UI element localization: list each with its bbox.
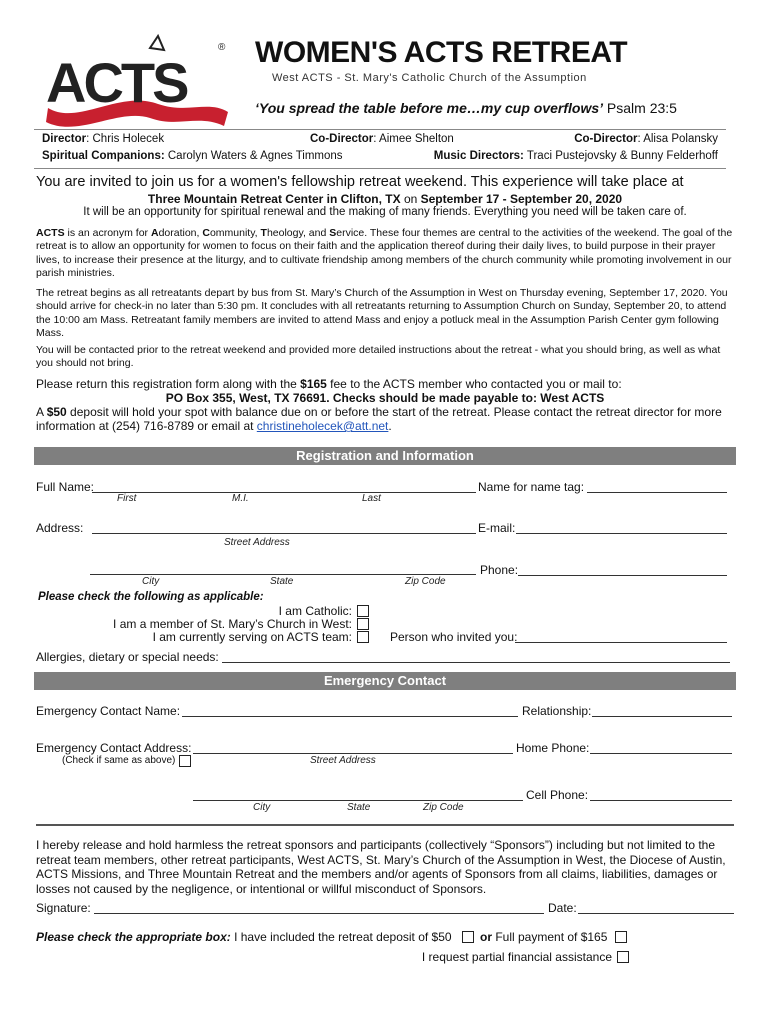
financial-assistance-label: I request partial financial assistance <box>421 950 612 964</box>
emergency-city-label: City <box>253 802 271 813</box>
date-field[interactable] <box>578 913 734 914</box>
catholic-checkbox[interactable] <box>357 605 369 617</box>
logo-text: ACTS <box>46 51 187 114</box>
allergies-label: Allergies, dietary or special needs: <box>36 650 219 664</box>
opportunity-text: It will be an opportunity for spiritual renewal and the making of many friends. Everything you need will be taken care of. <box>83 206 687 218</box>
divider <box>34 168 726 169</box>
music-directors: Music Directors: Traci Pustejovsky & Bunny Felderhoff <box>433 150 718 162</box>
divider <box>36 824 734 826</box>
member-label: I am a member of St. Mary’s Church in West: <box>113 617 352 631</box>
phone-field[interactable] <box>518 575 727 576</box>
member-checkbox[interactable] <box>357 618 369 630</box>
same-as-above-label: (Check if same as above) <box>62 755 176 766</box>
signature-field[interactable] <box>94 913 544 914</box>
full-name-label: Full Name: <box>36 480 95 494</box>
cell-phone-label: Cell Phone: <box>526 788 589 802</box>
emergency-name-field[interactable] <box>182 716 518 717</box>
location-dates: Three Mountain Retreat Center in Clifton, TX on September 17 - September 20, 2020 <box>147 192 623 206</box>
emergency-header: Emergency Contact <box>34 672 736 690</box>
divider <box>34 129 726 130</box>
acts-logo <box>38 30 238 130</box>
deposit-info: A $50 deposit will hold your spot with balance due on or before the start of the retreat. Please contact the retreat director for more information at (254) 716-8789 or email at christineholecek@att.net. <box>36 405 722 433</box>
retreat-schedule-paragraph: The retreat begins as all retreatants depart by bus from St. Mary’s Church of the Assumption in West on Thursday evening, September 17, 2020. You should arrive for check-in no later than 5:30 pm. It concludes with all retreatants returning to Assumption Church on Sunday, September 20, to attend the 10:00 am Mass. Retreatant family members are invited to attend Mass and enjoy a potluck meal in the Assumption Parish Center gym following Mass. <box>36 287 728 340</box>
zip-label: Zip Code <box>405 576 446 587</box>
svg-text:®: ® <box>218 42 226 53</box>
emergency-name-label: Emergency Contact Name: <box>36 704 181 718</box>
registration-header: Registration and Information <box>34 447 736 465</box>
invited-by-label: Person who invited you: <box>390 630 518 644</box>
check-heading: Please check the following as applicable: <box>38 591 264 603</box>
cell-phone-field[interactable] <box>590 800 732 801</box>
last-label: Last <box>362 493 381 504</box>
home-phone-label: Home Phone: <box>516 741 590 755</box>
allergies-field[interactable] <box>222 662 730 663</box>
mi-label: M.I. <box>232 493 249 504</box>
name-tag-label: Name for name tag: <box>478 480 585 494</box>
serving-checkbox[interactable] <box>357 631 369 643</box>
page-title: WOMEN'S ACTS RETREAT <box>255 36 628 69</box>
mailing-address: PO Box 355, West, TX 76691. Checks should be made payable to: West ACTS <box>165 391 605 405</box>
same-as-above-checkbox[interactable] <box>179 755 191 767</box>
street-address-label: Street Address <box>224 537 290 548</box>
city-label: City <box>142 576 160 587</box>
invited-by-field[interactable] <box>515 642 727 643</box>
invite-text: You are invited to join us for a women's fellowship retreat weekend. This experience will take place at <box>36 174 684 190</box>
co-director-1: Co-Director: Aimee Shelton <box>310 133 454 145</box>
signature-label: Signature: <box>36 901 91 915</box>
verse: ‘You spread the table before me…my cup overflows’ Psalm 23:5 <box>255 100 677 116</box>
serving-label: I am currently serving on ACTS team: <box>152 630 352 644</box>
emergency-street-label: Street Address <box>310 755 376 766</box>
full-payment-checkbox[interactable] <box>615 931 627 943</box>
first-label: First <box>117 493 137 504</box>
acts-paragraph: ACTS is an acronym for Adoration, Community, Theology, and Service. These four themes are central to the activities of the weekend. The goal of the retreat is to allow an opportunity for women to focus on their faith and the application thereof during their daily lives, to build purpose in their prayer lives, to increase their presence at the liturgy, and to cultivate friendship among members of the church community while promoting involvement in our parish ministries. <box>36 227 733 280</box>
emergency-address-label: Emergency Contact Address: <box>36 741 192 755</box>
city-state-zip-field[interactable] <box>90 574 476 575</box>
instructions-paragraph: You will be contacted prior to the retreat weekend and provided more detailed instructions about the retreat - what you should bring, as well as what you should not bring. <box>36 344 721 370</box>
payment-options: Please check the appropriate box: I have included the retreat deposit of $50 <box>36 930 452 944</box>
deposit-checkbox[interactable] <box>462 931 474 943</box>
co-director-2: Co-Director: Alisa Polansky <box>574 133 718 145</box>
return-instructions: Please return this registration form along with the $165 fee to the ACTS member who contacted you or mail to: <box>36 377 622 391</box>
emergency-state-label: State <box>347 802 371 813</box>
date-label: Date: <box>548 901 577 915</box>
catholic-label: I am Catholic: <box>278 604 352 618</box>
financial-assistance-checkbox[interactable] <box>617 951 629 963</box>
email-field[interactable] <box>516 533 727 534</box>
address-field[interactable] <box>92 533 476 534</box>
phone-label: Phone: <box>480 563 519 577</box>
spiritual-companions: Spiritual Companions: Carolyn Waters & Agnes Timmons <box>42 150 343 162</box>
subtitle: West ACTS - St. Mary's Catholic Church of the Assumption <box>272 72 587 84</box>
home-phone-field[interactable] <box>590 753 732 754</box>
relationship-field[interactable] <box>592 716 732 717</box>
emergency-zip-label: Zip Code <box>423 802 464 813</box>
director: Director: Chris Holecek <box>42 133 165 145</box>
state-label: State <box>270 576 294 587</box>
full-name-field[interactable] <box>92 492 476 493</box>
release-text: I hereby release and hold harmless the retreat sponsors and participants (collectively “Sponsors”) including but not limited to the retreat team members, other retreat participants, West ACTS, St. Mary’s Church of the Assumption in West, the Diocese of Austin, ACTS Missions, and Three Mountain Retreat and the members and/or agents of Sponsors from all claims, liabilities, damages or losses not caused by the negligence, or intentional or willful misconduct of Sponsors. <box>36 838 726 896</box>
emergency-city-field[interactable] <box>193 800 523 801</box>
email-link[interactable]: christineholecek@att.net <box>256 419 389 433</box>
emergency-address-field[interactable] <box>193 753 513 754</box>
name-tag-field[interactable] <box>587 492 727 493</box>
full-payment-option: or Full payment of $165 <box>480 930 608 944</box>
address-label: Address: <box>36 521 84 535</box>
relationship-label: Relationship: <box>522 704 592 718</box>
email-label: E-mail: <box>478 521 516 535</box>
